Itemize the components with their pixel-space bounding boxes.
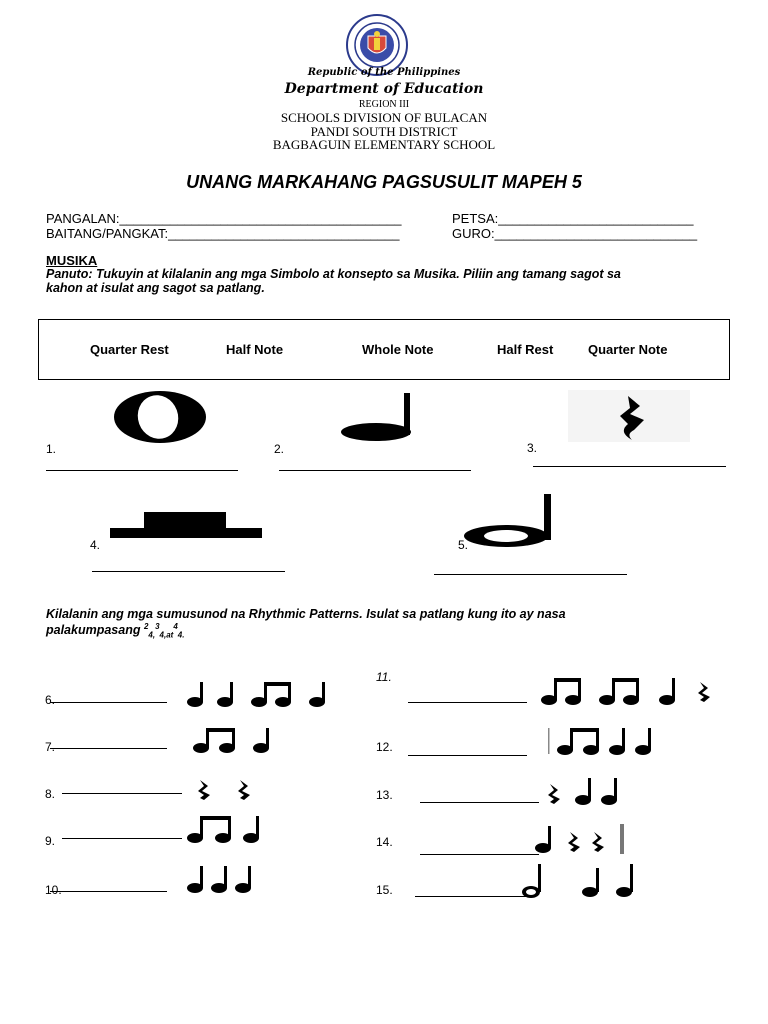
answer-line [92,571,285,572]
choice-quarter-note: Quarter Note [588,342,668,357]
rhythm-pattern-6 [184,682,334,708]
rhythm-instructions-line1: Kilalanin ang mga sumusunod na Rhythmic Patterns. Isulat sa patlang kung ito ay nasa [46,607,566,621]
item-number: 7. [45,740,56,754]
rhythm-pattern-15 [520,864,640,900]
rhythm-pattern-13 [546,778,636,806]
instructions-line2: kahon at isulat ang sagot sa patlang. [46,281,265,295]
whole-note-symbol [112,390,208,444]
item-number: 6. [45,693,56,707]
name-field: PANGALAN:_______________________________________ [46,211,402,226]
item-number: 5. [458,538,469,552]
item-number: 4. [90,538,101,552]
rhythm-pattern-9 [184,816,264,844]
district-line: PANDI SOUTH DISTRICT [310,124,458,139]
rhythm-pattern-7 [190,728,280,754]
answer-line [408,755,527,756]
rhythm-pattern-12 [548,728,658,756]
teacher-field: GURO:____________________________ [452,226,698,241]
answer-line [434,574,627,575]
choice-half-note: Half Note [226,342,284,357]
answer-line [50,891,167,892]
choice-whole-note: Whole Note [362,342,434,357]
time-sig-c-bottom: 4. [177,630,185,640]
answer-line [420,854,539,855]
department-line: Department of Education [284,81,484,97]
item-number: 13. [376,788,393,802]
time-sig-c-top: 4 [173,622,178,631]
republic-line: Republic of the Philippines [307,67,461,78]
time-sig-b-top: 3 [155,622,160,631]
answer-line [50,702,167,703]
palakumpasang-text: palakumpasang [46,623,141,638]
choice-half-rest: Half Rest [497,342,554,357]
answer-line [408,702,527,703]
answer-line [279,470,471,471]
answer-line [415,896,535,897]
exam-title: UNANG MARKAHANG PAGSUSULIT MAPEH 5 [186,172,582,192]
rhythm-pattern-8 [196,778,266,802]
division-line: SCHOOLS DIVISION OF BULACAN [280,110,488,125]
answer-line [420,802,539,803]
time-sig-a-top: 2 [143,622,149,631]
item-number: 1. [46,442,57,456]
half-rest-symbol [110,510,264,542]
item-number: 10. [45,883,62,897]
item-number: 2. [274,442,285,456]
answer-line [62,838,182,839]
item-number: 11. [376,670,392,684]
school-line: BAGBAGUIN ELEMENTARY SCHOOL [272,137,496,152]
quarter-note-symbol [338,393,412,443]
time-sig-a-bottom: 4, [148,630,156,640]
item-number: 14. [376,835,393,849]
item-number: 9. [45,834,56,848]
rhythm-pattern-10 [184,866,264,894]
answer-line [533,466,726,467]
section-heading: MUSIKA [46,253,98,268]
half-note-symbol [462,494,554,548]
answer-line [50,748,167,749]
item-number: 8. [45,787,56,801]
instructions-line1: Panuto: Tukuyin at kilalanin ang mga Simbolo at konsepto sa Musika. Piliin ang tamang sagot sa [46,267,621,281]
date-field: PETSA:___________________________ [452,211,694,226]
choice-quarter-rest: Quarter Rest [90,342,169,357]
rhythm-instructions-line2 [46,622,184,640]
item-number: 15. [376,883,393,897]
answer-line [46,470,238,471]
grade-field: BAITANG/PANGKAT:________________________________ [46,226,400,241]
quarter-rest-symbol [568,390,690,442]
item-number: 3. [527,441,538,455]
region-line: REGION III [358,99,410,110]
time-sig-b-bottom: 4,at [159,630,174,640]
answer-line [62,793,182,794]
rhythm-pattern-14 [532,824,632,854]
rhythm-pattern-11 [538,678,718,706]
item-number: 12. [376,740,393,754]
